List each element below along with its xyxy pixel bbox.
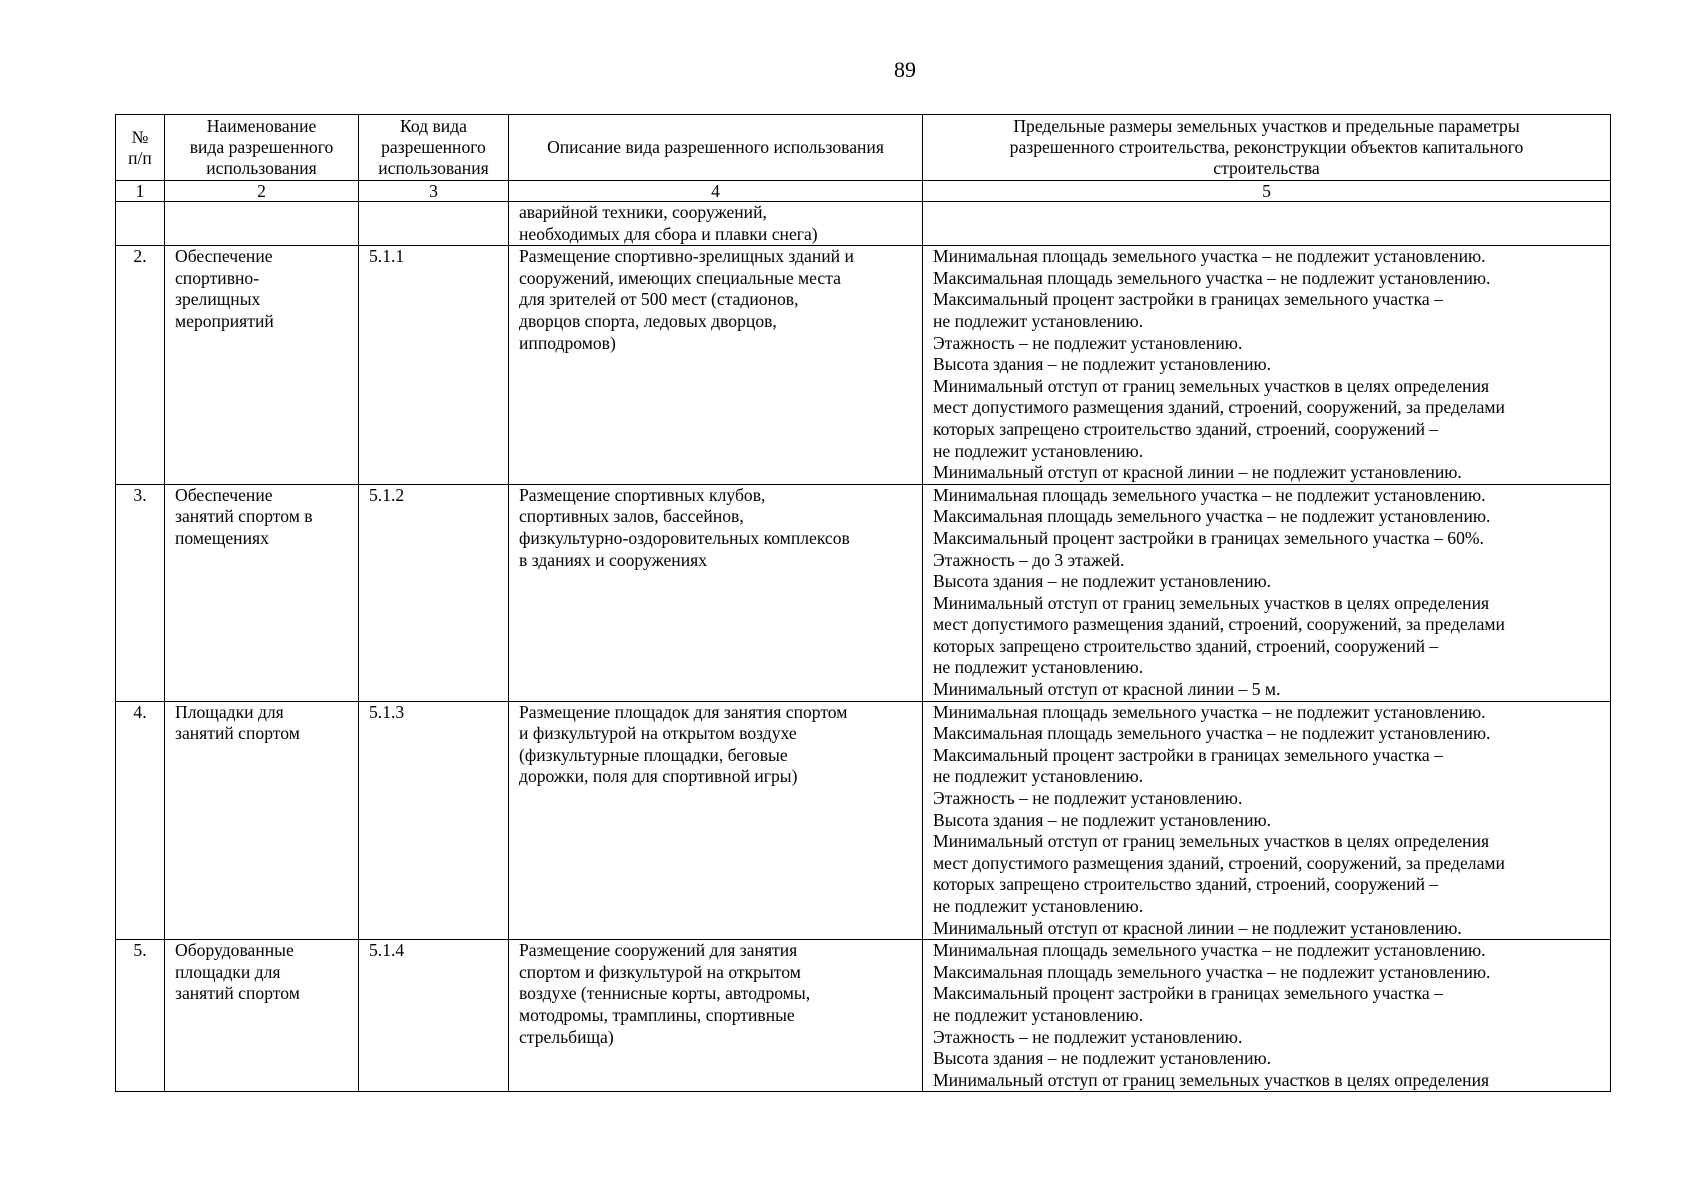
column-number: 3	[359, 181, 509, 202]
use-parameters: Минимальная площадь земельного участка – не подлежит установлению. Максимальная площадь земельного участка – не подлежит установлению. Максимальный процент застройки в границах земельного участка – не подлежит установлению. Этажность – не подлежит установлению. Высота здания – не подлежит установлению. Минимальный отступ от границ земельных участков в целях определения мест допустимого размещения зданий, строений, сооружений, за пределами которых запрещено строительство зданий, строений, сооружений – не подлежит установлению. Минимальный отступ от красной линии – не подлежит установлению.	[923, 246, 1611, 485]
table-row	[116, 940, 1611, 1092]
column-number: 2	[165, 181, 359, 202]
column-number: 1	[116, 181, 165, 202]
row-number	[116, 202, 165, 246]
use-parameters: Минимальная площадь земельного участка – не подлежит установлению. Максимальная площадь земельного участка – не подлежит установлению. Максимальный процент застройки в границах земельного участка – не подлежит установлению. Этажность – не подлежит установлению. Высота здания – не подлежит установлению. Минимальный отступ от границ земельных участков в целях определения мест допустимого размещения зданий, строений, сооружений, за пределами которых запрещено строительство зданий, строений, сооружений – не подлежит установлению. Минимальный отступ от красной линии – не подлежит установлению.	[923, 701, 1611, 940]
land-use-table	[115, 114, 1611, 1092]
use-name	[165, 202, 359, 246]
use-name: Оборудованные площадки для занятий спортом	[165, 940, 359, 1092]
page-number: 89	[894, 57, 916, 82]
header-parameters: Предельные размеры земельных участков и предельные параметры разрешенного строительства, реконструкции объектов капитального строительства	[923, 115, 1611, 181]
table-header-row	[116, 115, 1611, 181]
use-name: Обеспечение спортивно- зрелищных мероприятий	[165, 246, 359, 485]
use-description: аварийной техники, сооружений, необходимых для сбора и плавки снега)	[509, 202, 923, 246]
use-parameters: Минимальная площадь земельного участка – не подлежит установлению. Максимальная площадь земельного участка – не подлежит установлению. Максимальный процент застройки в границах земельного участка – не подлежит установлению. Этажность – не подлежит установлению. Высота здания – не подлежит установлению. Минимальный отступ от границ земельных участков в целях определения	[923, 940, 1611, 1092]
use-description: Размещение площадок для занятия спортом и физкультурой на открытом воздухе (физкультурные площадки, беговые дорожки, поля для спортивной игры)	[509, 701, 923, 940]
table-row	[116, 484, 1611, 701]
table-row	[116, 701, 1611, 940]
table-row	[116, 246, 1611, 485]
use-code	[359, 202, 509, 246]
use-description: Размещение сооружений для занятия спортом и физкультурой на открытом воздухе (теннисные корты, автодромы, мотодромы, трамплины, спортивные стрельбища)	[509, 940, 923, 1092]
use-code: 5.1.3	[359, 701, 509, 940]
header-use-code: Код вида разрешенного использования	[359, 115, 509, 181]
table-row	[116, 202, 1611, 246]
row-number: 5.	[116, 940, 165, 1092]
use-code: 5.1.2	[359, 484, 509, 701]
header-use-description: Описание вида разрешенного использования	[509, 115, 923, 181]
row-number: 3.	[116, 484, 165, 701]
use-parameters: Минимальная площадь земельного участка – не подлежит установлению. Максимальная площадь земельного участка – не подлежит установлению. Максимальный процент застройки в границах земельного участка – 60%. Этажность – до 3 этажей. Высота здания – не подлежит установлению. Минимальный отступ от границ земельных участков в целях определения мест допустимого размещения зданий, строений, сооружений, за пределами которых запрещено строительство зданий, строений, сооружений – не подлежит установлению. Минимальный отступ от красной линии – 5 м.	[923, 484, 1611, 701]
use-code: 5.1.1	[359, 246, 509, 485]
use-description: Размещение спортивных клубов, спортивных залов, бассейнов, физкультурно-оздоровительных комплексов в зданиях и сооружениях	[509, 484, 923, 701]
use-name: Площадки для занятий спортом	[165, 701, 359, 940]
header-use-name: Наименование вида разрешенного использования	[165, 115, 359, 181]
column-number-row	[116, 181, 1611, 202]
use-description: Размещение спортивно-зрелищных зданий и сооружений, имеющих специальные места для зрителей от 500 мест (стадионов, дворцов спорта, ледовых дворцов, ипподромов)	[509, 246, 923, 485]
use-name: Обеспечение занятий спортом в помещениях	[165, 484, 359, 701]
row-number: 4.	[116, 701, 165, 940]
use-parameters	[923, 202, 1611, 246]
column-number: 5	[923, 181, 1611, 202]
use-code: 5.1.4	[359, 940, 509, 1092]
row-number: 2.	[116, 246, 165, 485]
header-number: № п/п	[116, 115, 165, 181]
column-number: 4	[509, 181, 923, 202]
